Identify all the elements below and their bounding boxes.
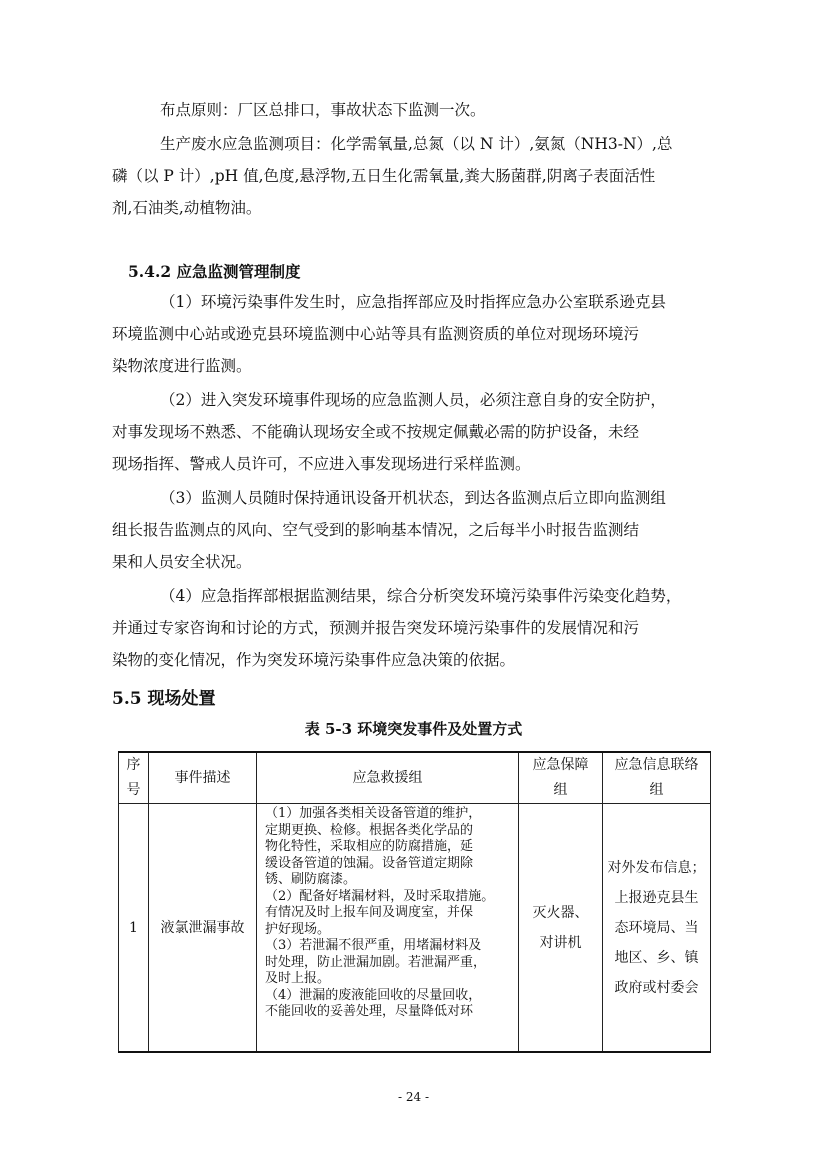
monitoring-layout-principle: 布点原则：厂区总排口，事故状态下监测一次。 <box>160 101 486 119</box>
measure-line: 锈、刷防腐漆。 <box>265 872 357 887</box>
measure-line: 及时上报。 <box>265 971 331 986</box>
para3-line1: （3）监测人员随时保持通讯设备开机状态，到达各监测点后立即向监测组 <box>160 489 666 507</box>
table-header-row <box>119 752 711 804</box>
row-event: 液氯泄漏事故 <box>149 804 257 1053</box>
measure-line: （1）加强各类相关设备管道的维护， <box>265 806 482 821</box>
para4-line3: 染物的变化情况，作为突发环境污染事件应急决策的依据。 <box>112 651 516 669</box>
measure-line: 护好现场。 <box>265 921 331 937</box>
para1-line2: 环境监测中心站或逊克县环境监测中心站等具有监测资质的单位对现场环境污 <box>112 325 640 343</box>
header-info-team: 应急信息联络 组 <box>603 752 711 804</box>
para1-line3: 染物浓度进行监测。 <box>112 357 252 375</box>
header-seq: 序 号 <box>119 752 149 804</box>
para2-line1: （2）进入突发环境事件现场的应急监测人员，必须注意自身的安全防护， <box>160 391 666 409</box>
para4-line1: （4）应急指挥部根据监测结果，综合分析突发环境污染事件污染变化趋势， <box>160 587 682 605</box>
table-row <box>119 804 711 1053</box>
table-caption: 表 5-3 环境突发事件及处置方式 <box>304 720 523 738</box>
monitoring-items-line-3: 剂,石油类,动植物油。 <box>112 199 262 217</box>
section-5-5-heading: 5.5 现场处置 <box>112 689 216 709</box>
header-event: 事件描述 <box>149 752 257 804</box>
row-seq: 1 <box>119 804 149 1053</box>
monitoring-items-line-1: 生产废水应急监测项目：化学需氧量,总氮（以 N 计）,氨氮（NH3-N）,总 <box>160 135 673 153</box>
header-support-team: 应急保障 组 <box>519 752 603 804</box>
measure-line: 缓设备管道的蚀漏。设备管道定期除 <box>265 855 474 871</box>
para2-line2: 对事发现场不熟悉、不能确认现场安全或不按规定佩戴必需的防护设备，未经 <box>112 423 640 441</box>
header-rescue-team: 应急救援组 <box>257 752 519 804</box>
monitoring-items-line-2: 磷（以 P 计）,pH 值,色度,悬浮物,五日生化需氧量,粪大肠菌群,阴离子表面活性 <box>112 167 656 185</box>
page-number: - 24 - <box>397 1090 429 1104</box>
para4-line2: 并通过专家咨询和讨论的方式，预测并报告突发环境污染事件的发展情况和污 <box>112 619 640 637</box>
incident-response-table <box>118 751 711 1053</box>
para3-line3: 果和人员安全状况。 <box>112 553 252 571</box>
para2-line3: 现场指挥、警戒人员许可，不应进入事发现场进行采样监测。 <box>112 455 531 473</box>
measure-line: （3）若泄漏不很严重，用堵漏材料及 <box>265 938 482 953</box>
measure-line: 有情况及时上报车间及调度室，并保 <box>265 905 474 920</box>
row-rescue-measures <box>257 804 519 1053</box>
measure-line: （2）配备好堵漏材料，及时采取措施。 <box>265 888 495 904</box>
row-support: 灭火器、 对讲机 <box>519 804 603 1053</box>
measure-line: 物化特性，采取相应的防腐措施，延 <box>265 839 474 854</box>
para3-line2: 组长报告监测点的风向、空气受到的影响基本情况，之后每半小时报告监测结 <box>112 521 640 539</box>
section-5-4-2-heading: 5.4.2 应急监测管理制度 <box>128 262 301 281</box>
measure-line: 时处理，防止泄漏加剧。若泄漏严重， <box>265 954 487 970</box>
measure-line: （4）泄漏的废液能回收的尽量回收， <box>265 987 482 1003</box>
para1-line1: （1）环境污染事件发生时，应急指挥部应及时指挥应急办公室联系逊克县 <box>160 293 666 311</box>
measure-line: 定期更换、检修。根据各类化学品的 <box>265 822 474 838</box>
row-info-liaison: 对外发布信息； 上报逊克县生 态环境局、当 地区、乡、镇 政府或村委会 <box>603 804 711 1053</box>
measure-line: 不能回收的妥善处理，尽量降低对环 <box>265 1004 474 1019</box>
